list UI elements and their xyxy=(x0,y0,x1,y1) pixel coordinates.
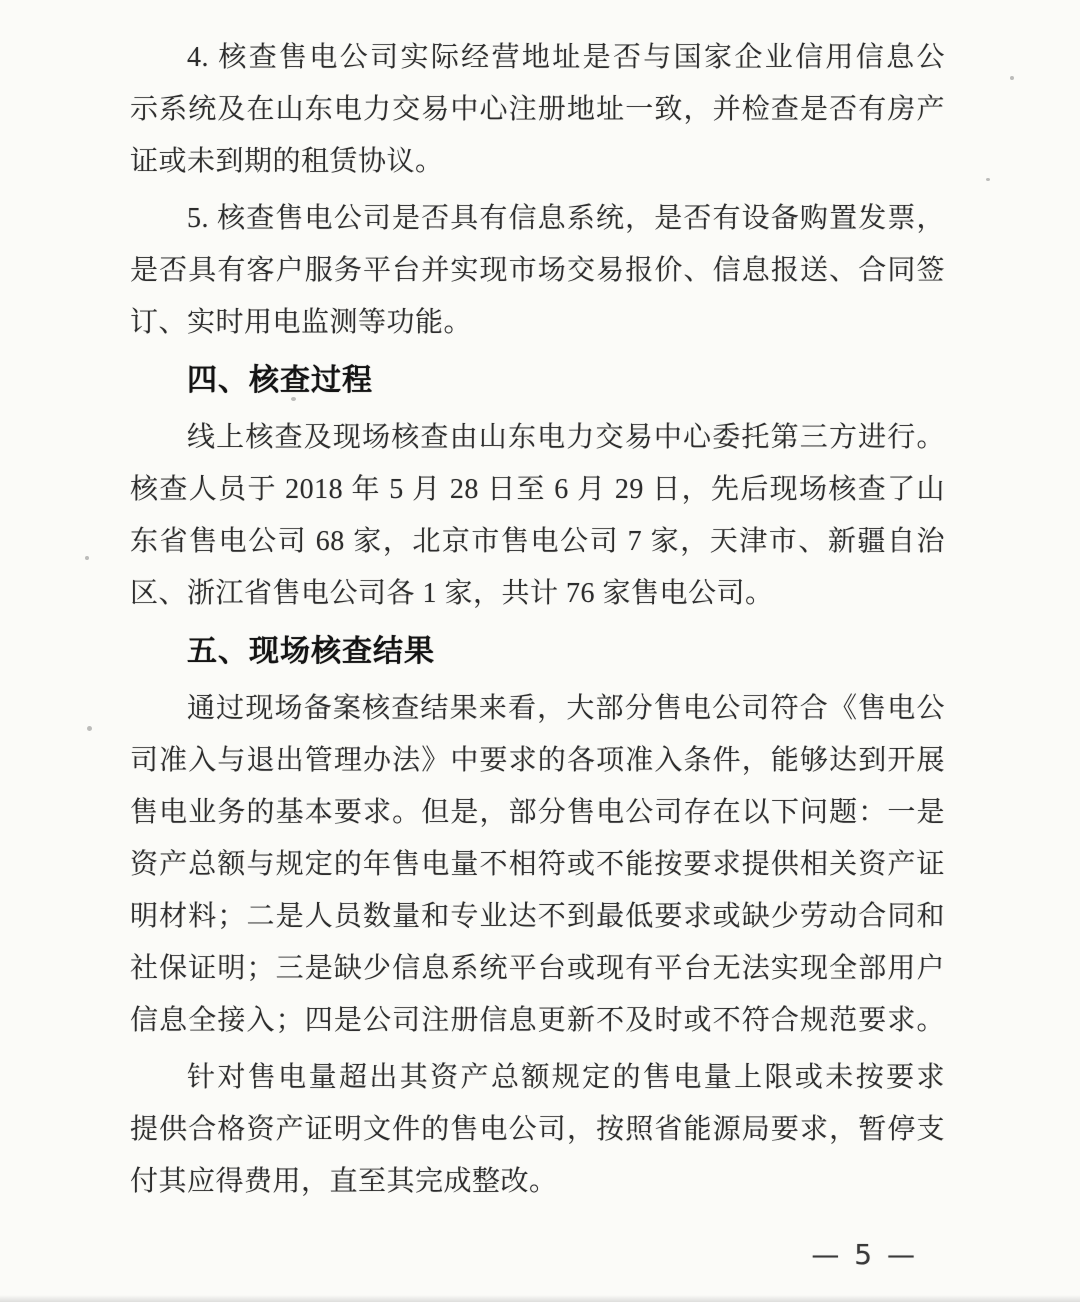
page-number: — 5 — xyxy=(811,1238,918,1271)
text-line: 付其应得费用，直至其完成整改。 xyxy=(130,1166,558,1197)
document-body xyxy=(130,32,945,1208)
text-line: 售电业务的基本要求。但是，部分售电公司存在以下问题：一是 xyxy=(130,797,945,828)
text-line: 提供合格资产证明文件的售电公司，按照省能源局要求，暂停支 xyxy=(130,1114,945,1145)
text-line: 东省售电公司 68 家，北京市售电公司 7 家，天津市、新疆自治 xyxy=(130,526,945,557)
text-line: 明材料；二是人员数量和专业达不到最低要求或缺少劳动合同和 xyxy=(130,901,945,932)
text-line: 是否具有客户服务平台并实现市场交易报价、信息报送、合同签 xyxy=(130,255,945,286)
scan-noise-speck xyxy=(1010,76,1014,80)
text-line: 针对售电量超出其资产总额规定的售电量上限或未按要求 xyxy=(187,1062,945,1093)
scan-bottom-shadow xyxy=(0,1295,1080,1302)
text-line: 资产总额与规定的年售电量不相符或不能按要求提供相关资产证 xyxy=(130,849,945,880)
text-line: 核查人员于 2018 年 5 月 28 日至 6 月 29 日，先后现场核查了山 xyxy=(130,474,945,505)
text-line: 示系统及在山东电力交易中心注册地址一致，并检查是否有房产 xyxy=(130,94,945,125)
scan-noise-speck xyxy=(986,178,990,181)
text-line: 5. 核查售电公司是否具有信息系统，是否有设备购置发票， xyxy=(187,203,945,234)
text-line: 订、实时用电监测等功能。 xyxy=(130,307,473,338)
scan-noise-speck xyxy=(87,726,92,731)
scan-noise-speck xyxy=(291,397,296,401)
text-line: 4. 核查售电公司实际经营地址是否与国家企业信用信息公 xyxy=(187,42,945,73)
text-line: 通过现场备案核查结果来看，大部分售电公司符合《售电公 xyxy=(187,693,945,724)
section-heading-process: 四、核查过程 xyxy=(187,364,373,397)
text-line: 信息全接入；四是公司注册信息更新不及时或不符合规范要求。 xyxy=(130,1005,945,1036)
text-line: 司准入与退出管理办法》中要求的各项准入条件，能够达到开展 xyxy=(130,745,945,776)
text-line: 区、浙江省售电公司各 1 家，共计 76 家售电公司。 xyxy=(130,578,774,609)
section-heading-results: 五、现场核查结果 xyxy=(187,635,435,668)
text-line: 线上核查及现场核查由山东电力交易中心委托第三方进行。 xyxy=(187,422,945,453)
text-line: 社保证明；三是缺少信息系统平台或现有平台无法实现全部用户 xyxy=(130,953,945,984)
scan-noise-speck xyxy=(85,556,89,560)
text-line: 证或未到期的租赁协议。 xyxy=(130,146,444,177)
